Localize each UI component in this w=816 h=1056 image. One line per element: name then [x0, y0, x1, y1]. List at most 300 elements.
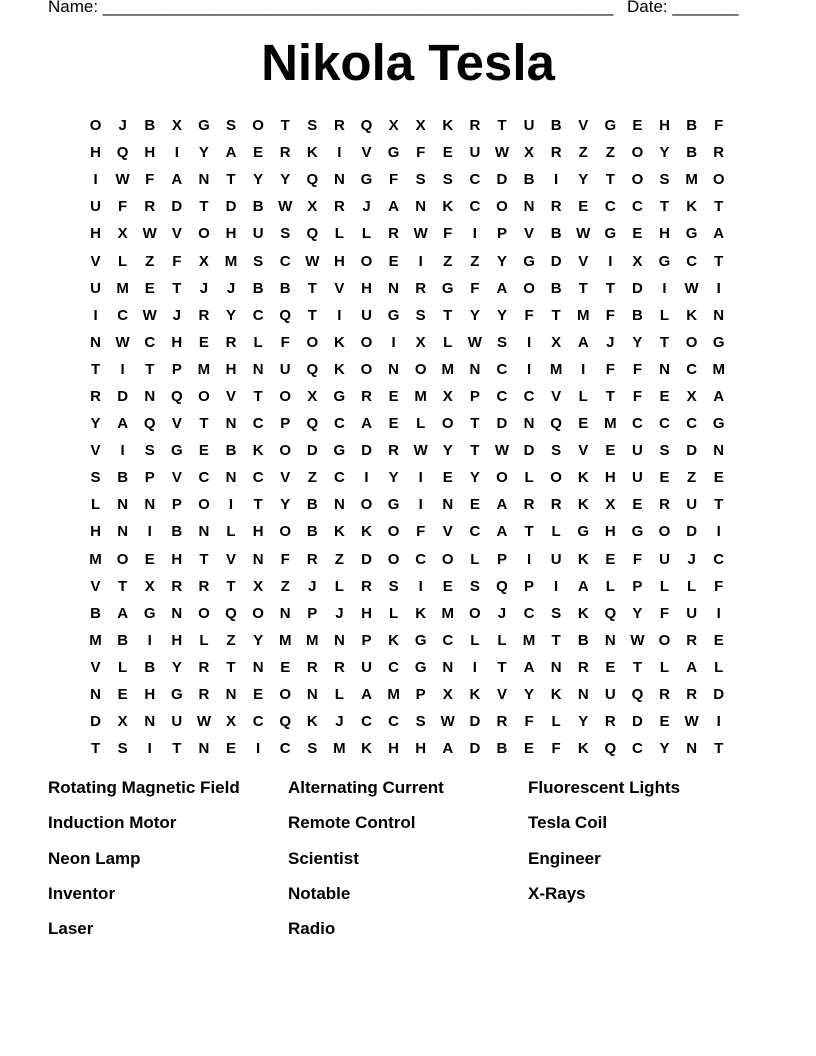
- grid-letter[interactable]: X: [307, 387, 318, 405]
- grid-letter[interactable]: I: [93, 171, 98, 189]
- grid-letter[interactable]: G: [170, 442, 183, 460]
- grid-letter[interactable]: Z: [280, 577, 290, 595]
- grid-letter[interactable]: O: [116, 550, 129, 568]
- grid-letter[interactable]: C: [198, 469, 210, 487]
- grid-letter[interactable]: I: [364, 469, 369, 487]
- grid-letter[interactable]: O: [306, 333, 319, 351]
- grid-letter[interactable]: O: [658, 631, 671, 649]
- grid-letter[interactable]: N: [523, 198, 535, 216]
- grid-letter[interactable]: Y: [578, 713, 589, 731]
- grid-letter[interactable]: H: [90, 225, 101, 243]
- grid-letter[interactable]: R: [198, 306, 210, 324]
- grid-letter[interactable]: T: [199, 198, 209, 216]
- grid-letter[interactable]: H: [361, 604, 372, 622]
- grid-letter[interactable]: Y: [388, 469, 399, 487]
- grid-letter[interactable]: F: [551, 740, 561, 758]
- grid-letter[interactable]: A: [361, 415, 372, 433]
- grid-letter[interactable]: K: [686, 198, 698, 216]
- grid-letter[interactable]: R: [306, 658, 318, 676]
- grid-letter[interactable]: T: [605, 279, 615, 297]
- grid-letter[interactable]: M: [89, 550, 102, 568]
- grid-letter[interactable]: R: [659, 686, 670, 704]
- grid-letter[interactable]: N: [198, 740, 210, 758]
- grid-letter[interactable]: Z: [443, 252, 453, 270]
- grid-letter[interactable]: E: [578, 415, 589, 433]
- grid-letter[interactable]: X: [524, 144, 535, 162]
- grid-letter[interactable]: W: [196, 713, 211, 731]
- grid-letter[interactable]: N: [333, 496, 345, 514]
- grid-letter[interactable]: L: [551, 713, 561, 731]
- grid-letter[interactable]: O: [441, 415, 454, 433]
- grid-letter[interactable]: C: [388, 658, 399, 676]
- grid-letter[interactable]: O: [469, 604, 481, 622]
- grid-letter[interactable]: S: [253, 252, 264, 270]
- grid-letter[interactable]: R: [225, 333, 237, 351]
- grid-letter[interactable]: H: [361, 279, 372, 297]
- grid-letter[interactable]: P: [280, 415, 291, 433]
- grid-letter[interactable]: T: [551, 306, 561, 324]
- grid-letter[interactable]: X: [307, 198, 318, 216]
- grid-letter[interactable]: W: [684, 279, 699, 297]
- grid-letter[interactable]: Q: [360, 117, 373, 135]
- grid-letter[interactable]: Q: [306, 360, 319, 378]
- grid-letter[interactable]: T: [280, 117, 290, 135]
- grid-letter[interactable]: H: [604, 523, 616, 541]
- grid-letter[interactable]: L: [497, 631, 507, 649]
- grid-letter[interactable]: R: [90, 387, 101, 405]
- grid-letter[interactable]: N: [523, 415, 535, 433]
- grid-letter[interactable]: W: [305, 252, 320, 270]
- grid-letter[interactable]: N: [252, 550, 264, 568]
- grid-letter[interactable]: Q: [631, 686, 644, 704]
- grid-letter[interactable]: F: [172, 252, 182, 270]
- grid-letter[interactable]: Y: [253, 171, 264, 189]
- grid-letter[interactable]: O: [198, 496, 210, 514]
- grid-letter[interactable]: H: [171, 631, 183, 649]
- grid-letter[interactable]: C: [252, 306, 264, 324]
- grid-letter[interactable]: C: [388, 713, 399, 731]
- grid-letter[interactable]: D: [469, 713, 481, 731]
- grid-letter[interactable]: A: [713, 387, 725, 405]
- grid-letter[interactable]: I: [526, 360, 532, 378]
- grid-letter[interactable]: V: [171, 225, 182, 243]
- grid-letter[interactable]: N: [225, 469, 237, 487]
- grid-letter[interactable]: B: [306, 523, 318, 541]
- grid-letter[interactable]: E: [442, 144, 453, 162]
- grid-letter[interactable]: S: [280, 225, 291, 243]
- grid-letter[interactable]: Q: [279, 713, 292, 731]
- grid-letter[interactable]: L: [253, 333, 263, 351]
- grid-letter[interactable]: R: [496, 713, 508, 731]
- grid-letter[interactable]: L: [226, 523, 236, 541]
- grid-letter[interactable]: T: [226, 171, 236, 189]
- grid-letter[interactable]: G: [577, 523, 590, 541]
- grid-letter[interactable]: T: [443, 306, 453, 324]
- grid-letter[interactable]: L: [470, 631, 480, 649]
- grid-letter[interactable]: Z: [145, 252, 155, 270]
- grid-letter[interactable]: X: [605, 496, 616, 514]
- grid-letter[interactable]: E: [659, 387, 670, 405]
- grid-letter[interactable]: D: [686, 442, 698, 460]
- grid-letter[interactable]: I: [418, 252, 423, 270]
- grid-letter[interactable]: A: [496, 523, 508, 541]
- grid-letter[interactable]: W: [494, 144, 510, 162]
- grid-letter[interactable]: F: [118, 198, 128, 216]
- grid-letter[interactable]: W: [115, 171, 130, 189]
- grid-letter[interactable]: C: [415, 550, 427, 568]
- grid-letter[interactable]: P: [415, 686, 426, 704]
- grid-letter[interactable]: L: [714, 658, 724, 676]
- grid-letter[interactable]: R: [469, 117, 481, 135]
- grid-letter[interactable]: K: [333, 360, 345, 378]
- grid-letter[interactable]: F: [388, 171, 399, 189]
- grid-letter[interactable]: X: [226, 713, 237, 731]
- grid-letter[interactable]: T: [253, 387, 263, 405]
- grid-letter[interactable]: I: [554, 171, 559, 189]
- grid-letter[interactable]: S: [469, 577, 480, 595]
- grid-letter[interactable]: B: [550, 279, 562, 297]
- grid-letter[interactable]: L: [199, 631, 209, 649]
- grid-letter[interactable]: C: [632, 198, 643, 216]
- grid-letter[interactable]: C: [469, 171, 481, 189]
- grid-letter[interactable]: N: [306, 686, 318, 704]
- grid-letter[interactable]: V: [90, 442, 101, 460]
- grid-letter[interactable]: M: [441, 360, 455, 378]
- grid-letter[interactable]: I: [228, 496, 234, 514]
- grid-letter[interactable]: A: [713, 225, 725, 243]
- grid-letter[interactable]: N: [442, 658, 454, 676]
- grid-letter[interactable]: E: [605, 658, 616, 676]
- grid-letter[interactable]: B: [225, 442, 237, 460]
- grid-letter[interactable]: H: [144, 144, 156, 162]
- grid-letter[interactable]: T: [659, 198, 670, 216]
- grid-letter[interactable]: I: [120, 360, 125, 378]
- grid-letter[interactable]: I: [147, 523, 152, 541]
- grid-letter[interactable]: T: [632, 658, 642, 676]
- grid-letter[interactable]: I: [174, 144, 179, 162]
- grid-letter[interactable]: E: [524, 740, 535, 758]
- grid-letter[interactable]: X: [171, 117, 182, 135]
- grid-letter[interactable]: Y: [280, 171, 291, 189]
- grid-letter[interactable]: V: [90, 252, 101, 270]
- grid-letter[interactable]: F: [714, 577, 724, 595]
- grid-letter[interactable]: O: [387, 523, 400, 541]
- grid-letter[interactable]: D: [117, 387, 129, 405]
- grid-letter[interactable]: F: [524, 306, 534, 324]
- grid-letter[interactable]: E: [578, 198, 589, 216]
- grid-letter[interactable]: P: [171, 496, 182, 514]
- grid-letter[interactable]: L: [524, 469, 534, 487]
- grid-letter[interactable]: B: [306, 496, 318, 514]
- grid-letter[interactable]: G: [604, 225, 617, 243]
- grid-letter[interactable]: L: [578, 387, 588, 405]
- grid-letter[interactable]: N: [415, 198, 427, 216]
- grid-letter[interactable]: U: [361, 658, 372, 676]
- grid-letter[interactable]: T: [145, 360, 155, 378]
- grid-letter[interactable]: O: [279, 442, 292, 460]
- grid-letter[interactable]: X: [632, 252, 643, 270]
- grid-letter[interactable]: I: [418, 577, 423, 595]
- grid-letter[interactable]: R: [333, 658, 345, 676]
- grid-letter[interactable]: N: [198, 171, 210, 189]
- grid-letter[interactable]: U: [686, 604, 698, 622]
- grid-letter[interactable]: E: [632, 496, 643, 514]
- grid-letter[interactable]: N: [144, 387, 156, 405]
- grid-letter[interactable]: K: [333, 523, 345, 541]
- grid-letter[interactable]: B: [550, 225, 562, 243]
- grid-letter[interactable]: J: [606, 333, 615, 351]
- grid-letter[interactable]: O: [198, 387, 210, 405]
- grid-letter[interactable]: R: [388, 442, 399, 460]
- grid-letter[interactable]: N: [90, 686, 101, 704]
- grid-letter[interactable]: Y: [496, 306, 507, 324]
- grid-letter[interactable]: G: [198, 117, 210, 135]
- grid-letter[interactable]: U: [604, 686, 616, 704]
- grid-letter[interactable]: E: [388, 252, 399, 270]
- grid-letter[interactable]: O: [198, 225, 210, 243]
- grid-letter[interactable]: R: [686, 686, 698, 704]
- grid-letter[interactable]: I: [337, 306, 342, 324]
- grid-letter[interactable]: L: [118, 252, 128, 270]
- grid-letter[interactable]: J: [362, 198, 371, 216]
- grid-letter[interactable]: I: [147, 740, 152, 758]
- grid-letter[interactable]: C: [686, 415, 698, 433]
- grid-letter[interactable]: I: [716, 523, 721, 541]
- grid-letter[interactable]: F: [416, 144, 426, 162]
- grid-letter[interactable]: V: [551, 387, 562, 405]
- grid-letter[interactable]: I: [716, 604, 721, 622]
- grid-letter[interactable]: E: [442, 577, 453, 595]
- grid-letter[interactable]: R: [198, 658, 210, 676]
- grid-letter[interactable]: C: [632, 740, 643, 758]
- grid-letter[interactable]: I: [554, 577, 559, 595]
- grid-letter[interactable]: N: [333, 171, 345, 189]
- grid-letter[interactable]: G: [712, 333, 725, 351]
- grid-letter[interactable]: G: [333, 442, 346, 460]
- grid-letter[interactable]: F: [714, 117, 724, 135]
- grid-letter[interactable]: H: [225, 225, 237, 243]
- grid-letter[interactable]: C: [496, 360, 508, 378]
- grid-letter[interactable]: B: [171, 523, 183, 541]
- grid-letter[interactable]: I: [472, 225, 477, 243]
- grid-letter[interactable]: E: [659, 713, 670, 731]
- grid-letter[interactable]: X: [198, 252, 209, 270]
- grid-letter[interactable]: I: [472, 658, 477, 676]
- grid-letter[interactable]: A: [361, 686, 372, 704]
- grid-letter[interactable]: E: [388, 415, 399, 433]
- grid-letter[interactable]: L: [334, 577, 344, 595]
- grid-letter[interactable]: R: [523, 496, 535, 514]
- grid-letter[interactable]: N: [333, 631, 345, 649]
- grid-letter[interactable]: G: [523, 252, 535, 270]
- grid-letter[interactable]: I: [418, 469, 423, 487]
- grid-letter[interactable]: B: [686, 117, 698, 135]
- grid-letter[interactable]: Z: [226, 631, 236, 649]
- grid-letter[interactable]: K: [361, 740, 372, 758]
- grid-letter[interactable]: N: [388, 360, 399, 378]
- grid-letter[interactable]: E: [198, 442, 209, 460]
- grid-letter[interactable]: Z: [307, 469, 317, 487]
- grid-letter[interactable]: M: [604, 415, 617, 433]
- grid-letter[interactable]: R: [198, 577, 210, 595]
- grid-letter[interactable]: Y: [171, 658, 182, 676]
- grid-letter[interactable]: C: [252, 415, 264, 433]
- grid-letter[interactable]: N: [198, 523, 210, 541]
- grid-letter[interactable]: L: [118, 658, 128, 676]
- grid-letter[interactable]: C: [442, 631, 454, 649]
- grid-letter[interactable]: U: [523, 117, 535, 135]
- grid-letter[interactable]: V: [280, 469, 291, 487]
- grid-letter[interactable]: W: [142, 225, 157, 243]
- grid-letter[interactable]: N: [686, 740, 698, 758]
- grid-letter[interactable]: V: [171, 469, 182, 487]
- grid-letter[interactable]: A: [496, 496, 508, 514]
- grid-letter[interactable]: C: [469, 523, 481, 541]
- grid-letter[interactable]: C: [659, 415, 670, 433]
- grid-letter[interactable]: S: [388, 577, 399, 595]
- grid-letter[interactable]: G: [143, 604, 156, 622]
- grid-letter[interactable]: I: [716, 279, 721, 297]
- grid-letter[interactable]: H: [604, 469, 616, 487]
- grid-letter[interactable]: C: [686, 360, 698, 378]
- grid-letter[interactable]: A: [171, 171, 183, 189]
- grid-letter[interactable]: S: [659, 442, 670, 460]
- grid-letter[interactable]: T: [118, 577, 128, 595]
- grid-letter[interactable]: C: [469, 198, 481, 216]
- grid-letter[interactable]: T: [199, 550, 209, 568]
- grid-letter[interactable]: U: [171, 713, 183, 731]
- grid-letter[interactable]: O: [360, 252, 373, 270]
- grid-letter[interactable]: I: [120, 442, 125, 460]
- grid-letter[interactable]: U: [469, 144, 481, 162]
- grid-letter[interactable]: G: [333, 387, 346, 405]
- grid-letter[interactable]: U: [90, 279, 101, 297]
- grid-letter[interactable]: T: [659, 333, 670, 351]
- grid-letter[interactable]: W: [440, 713, 455, 731]
- grid-letter[interactable]: H: [144, 686, 156, 704]
- grid-letter[interactable]: S: [226, 117, 237, 135]
- grid-letter[interactable]: T: [90, 740, 101, 758]
- grid-letter[interactable]: K: [361, 523, 372, 541]
- grid-letter[interactable]: C: [279, 740, 291, 758]
- grid-letter[interactable]: N: [577, 686, 589, 704]
- grid-letter[interactable]: Y: [659, 740, 670, 758]
- grid-letter[interactable]: E: [442, 469, 453, 487]
- grid-letter[interactable]: W: [467, 333, 482, 351]
- grid-letter[interactable]: T: [90, 360, 101, 378]
- grid-letter[interactable]: C: [252, 469, 264, 487]
- grid-letter[interactable]: Y: [632, 333, 643, 351]
- grid-letter[interactable]: K: [442, 117, 454, 135]
- grid-letter[interactable]: B: [252, 279, 264, 297]
- grid-letter[interactable]: V: [171, 415, 182, 433]
- grid-letter[interactable]: C: [144, 333, 156, 351]
- grid-letter[interactable]: T: [578, 279, 588, 297]
- grid-letter[interactable]: D: [713, 686, 725, 704]
- grid-letter[interactable]: V: [524, 225, 535, 243]
- grid-letter[interactable]: K: [469, 686, 481, 704]
- grid-letter[interactable]: X: [442, 387, 453, 405]
- grid-letter[interactable]: M: [333, 740, 346, 758]
- grid-letter[interactable]: R: [279, 144, 291, 162]
- grid-letter[interactable]: S: [307, 740, 318, 758]
- grid-letter[interactable]: E: [388, 387, 399, 405]
- grid-letter[interactable]: C: [333, 469, 345, 487]
- grid-letter[interactable]: L: [361, 225, 372, 243]
- grid-letter[interactable]: J: [118, 117, 127, 135]
- grid-letter[interactable]: K: [577, 604, 589, 622]
- grid-letter[interactable]: U: [632, 469, 643, 487]
- grid-letter[interactable]: O: [387, 550, 400, 568]
- grid-letter[interactable]: E: [605, 550, 616, 568]
- grid-letter[interactable]: T: [605, 171, 615, 189]
- grid-letter[interactable]: K: [577, 469, 589, 487]
- grid-letter[interactable]: M: [89, 631, 102, 649]
- grid-letter[interactable]: L: [388, 604, 399, 622]
- grid-letter[interactable]: P: [632, 577, 643, 595]
- grid-letter[interactable]: H: [659, 225, 670, 243]
- grid-letter[interactable]: T: [497, 117, 507, 135]
- grid-letter[interactable]: S: [551, 442, 562, 460]
- grid-letter[interactable]: T: [253, 496, 263, 514]
- grid-letter[interactable]: E: [226, 740, 237, 758]
- grid-letter[interactable]: I: [716, 713, 721, 731]
- grid-letter[interactable]: L: [334, 225, 344, 243]
- grid-letter[interactable]: D: [496, 415, 508, 433]
- grid-letter[interactable]: W: [494, 442, 510, 460]
- grid-letter[interactable]: Z: [578, 144, 588, 162]
- grid-letter[interactable]: X: [442, 686, 453, 704]
- grid-letter[interactable]: E: [280, 658, 291, 676]
- grid-letter[interactable]: F: [470, 279, 480, 297]
- grid-letter[interactable]: Y: [469, 469, 480, 487]
- grid-letter[interactable]: D: [469, 740, 481, 758]
- grid-letter[interactable]: H: [90, 523, 101, 541]
- grid-letter[interactable]: P: [144, 469, 155, 487]
- grid-letter[interactable]: D: [632, 279, 643, 297]
- grid-letter[interactable]: I: [662, 279, 667, 297]
- grid-letter[interactable]: R: [144, 198, 156, 216]
- grid-letter[interactable]: R: [388, 225, 399, 243]
- grid-letter[interactable]: I: [526, 333, 532, 351]
- grid-letter[interactable]: B: [523, 171, 535, 189]
- grid-letter[interactable]: P: [524, 577, 535, 595]
- grid-letter[interactable]: Q: [496, 577, 508, 595]
- grid-letter[interactable]: K: [550, 686, 562, 704]
- grid-letter[interactable]: R: [686, 631, 698, 649]
- grid-letter[interactable]: B: [279, 279, 291, 297]
- grid-letter[interactable]: L: [659, 577, 670, 595]
- grid-letter[interactable]: P: [171, 360, 182, 378]
- grid-letter[interactable]: A: [388, 198, 399, 216]
- grid-letter[interactable]: Q: [225, 604, 237, 622]
- grid-letter[interactable]: P: [307, 604, 318, 622]
- grid-letter[interactable]: O: [89, 117, 102, 135]
- grid-letter[interactable]: N: [713, 306, 725, 324]
- grid-letter[interactable]: J: [497, 604, 507, 622]
- grid-letter[interactable]: X: [388, 117, 399, 135]
- grid-letter[interactable]: K: [415, 604, 427, 622]
- grid-letter[interactable]: X: [117, 225, 128, 243]
- grid-letter[interactable]: V: [578, 252, 589, 270]
- date-field[interactable]: Date: _______: [627, 0, 739, 16]
- grid-letter[interactable]: F: [632, 360, 642, 378]
- grid-letter[interactable]: G: [631, 523, 644, 541]
- grid-letter[interactable]: U: [632, 442, 643, 460]
- grid-letter[interactable]: B: [496, 740, 508, 758]
- grid-letter[interactable]: C: [496, 387, 508, 405]
- grid-letter[interactable]: K: [388, 631, 399, 649]
